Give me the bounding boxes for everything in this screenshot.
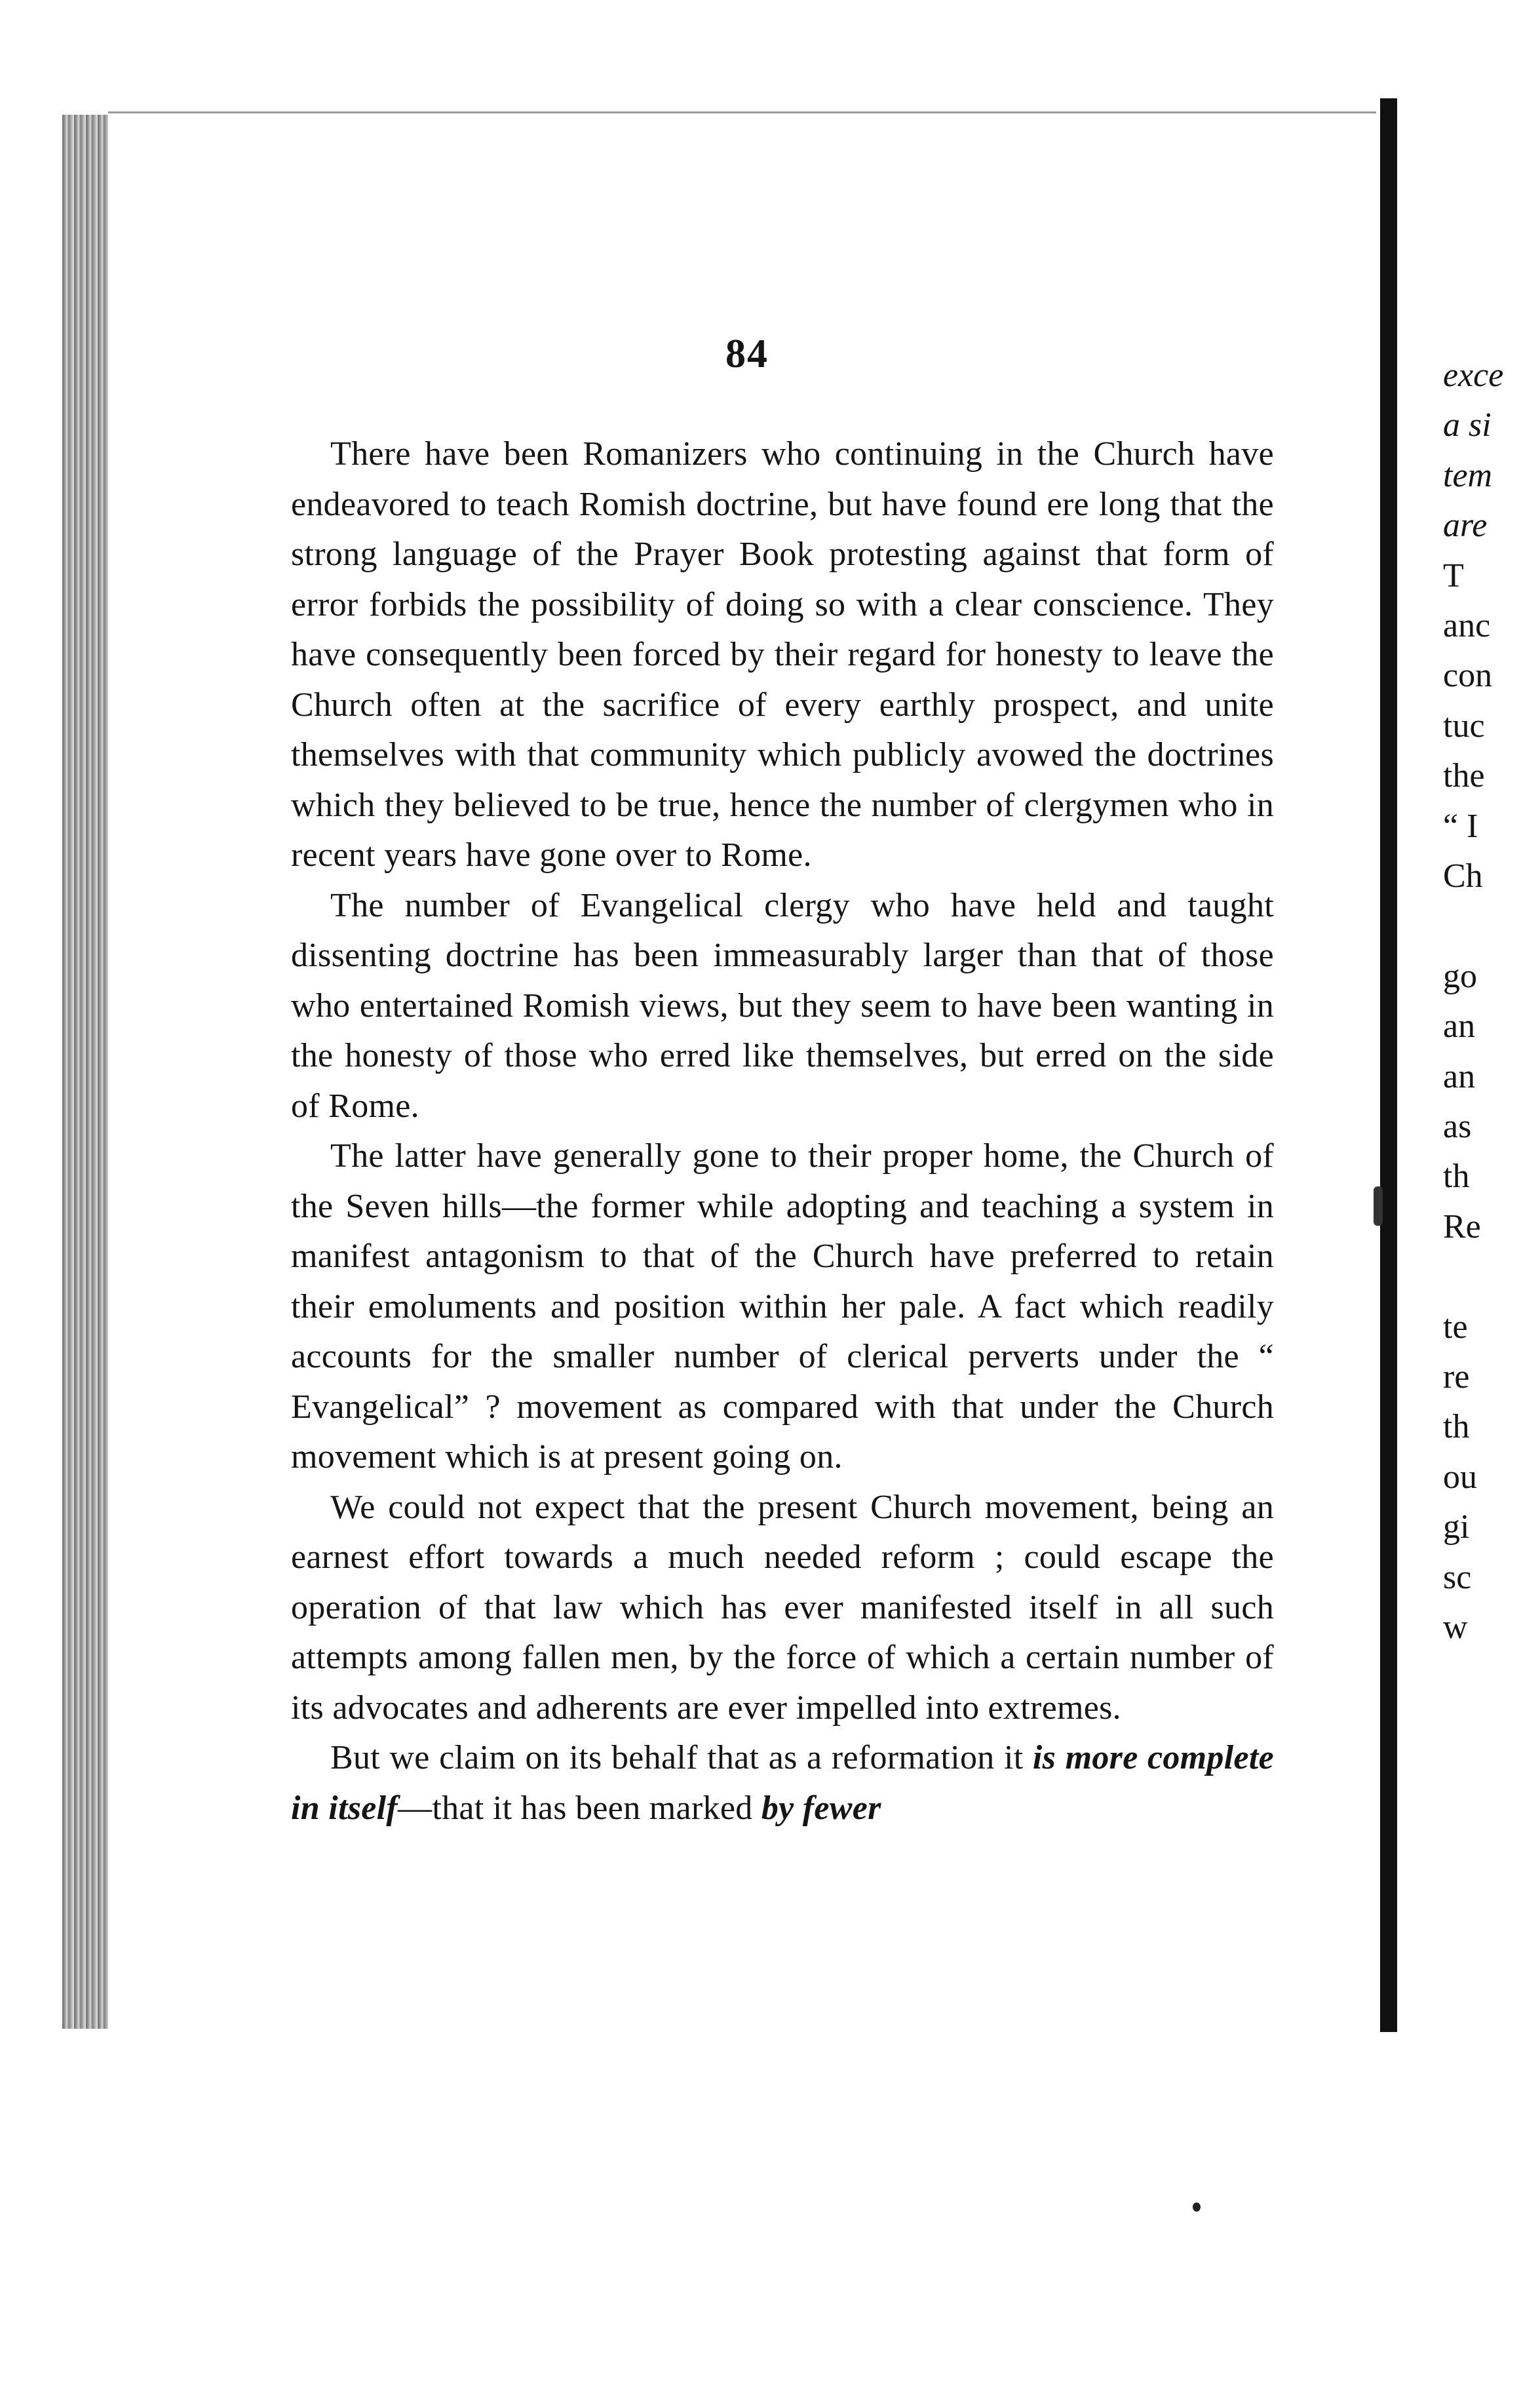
paragraph-4: We could not expect that the present Church movement, being an earnest effort towards a much needed reform ; could escape the operation of that law which has ever manifested itself in all such attempts among fallen men, by the force of which a certain number of its advocates and adherents are ever impelled into extremes. [291,1488,1274,1727]
facing-page-fragment: as [1443,1108,1472,1145]
facing-page-fragment: w [1443,1609,1468,1646]
facing-page-fragment: th [1443,1158,1470,1196]
facing-page-fragment: th [1443,1408,1470,1446]
paragraph-3: The latter have generally gone to their proper home, the Church of the Seven hills—the former while adopting and teaching a system in manifest antagonism to that of the Church have preferred to retain their emoluments and position within her pale. A fact which readily accounts for the smaller number of clerical perverts under the “ Evangelical” ? movement as compared with that under the Church movement which is at present going on. [291,1137,1274,1476]
facing-page-fragment: anc [1443,607,1491,644]
paragraph-5-italic-a: is more complete in itself [291,1739,1274,1827]
facing-page-fragment: go [1443,957,1477,995]
facing-page-fragment: con [1443,657,1493,695]
stray-ink-dot [1193,2202,1201,2212]
facing-page-fragment: the [1443,757,1485,795]
facing-page-fragment: Re [1443,1207,1481,1245]
facing-page-fragment: te [1443,1308,1468,1346]
facing-page-fragment: tuc [1443,707,1485,745]
facing-page-fragment: an [1443,1007,1476,1046]
facing-page-fragment: a si [1443,406,1492,444]
facing-page-fragment: ou [1443,1458,1477,1496]
margin-bracket-mark [1374,1186,1383,1226]
facing-page-fragment: are [1443,507,1488,545]
paragraph-5-text-a: But we claim on its behalf that as a reformation it [330,1739,1033,1776]
book-spine-edge [62,115,108,2029]
facing-page [1397,92,1540,2045]
page-body-text [291,429,1274,1833]
book-gutter [1380,98,1397,2052]
facing-page-fragment: Ch [1443,857,1483,895]
facing-page-fragment: gi [1443,1508,1470,1546]
paragraph-5 [291,1733,1274,1833]
facing-page-fragment: re [1443,1358,1470,1396]
facing-page-fragment: sc [1443,1558,1472,1596]
paragraph-1: There have been Romanizers who continuing in the Church have endeavored to teach Romish doctrine, but have found ere long that the strong language of the Prayer Book protesting against that form of error forbids the possibility of doing so with a clear conscience. They have consequently been forced by their regard for honesty to leave the Church often at the sacrifice of every earthly prospect, and unite themselves with that community which publicly avowed the doctrines which they believed to be true, hence the number of clergymen who in recent years have gone over to Rome. [291,435,1274,874]
page-number: 84 [725,332,769,376]
facing-page-fragment: T [1443,557,1464,595]
facing-page-fragment: “ I [1443,807,1478,845]
facing-page-fragment: exce [1443,357,1504,394]
paragraph-5-italic-b: by fewer [761,1789,881,1827]
paragraph-2: The number of Evangelical clergy who have held and taught dissenting doctrine has been immeasurably larger than that of those who entertained Romish views, but they seem to have been wanting in the honesty of those who erred like themselves, but erred on the side of Rome. [291,886,1274,1125]
facing-page-fragment: an [1443,1057,1476,1095]
paragraph-5-text-b: —that it has been marked [398,1789,761,1827]
facing-page-fragment: tem [1443,456,1493,494]
scan-margin-bottom [0,2032,1540,2386]
